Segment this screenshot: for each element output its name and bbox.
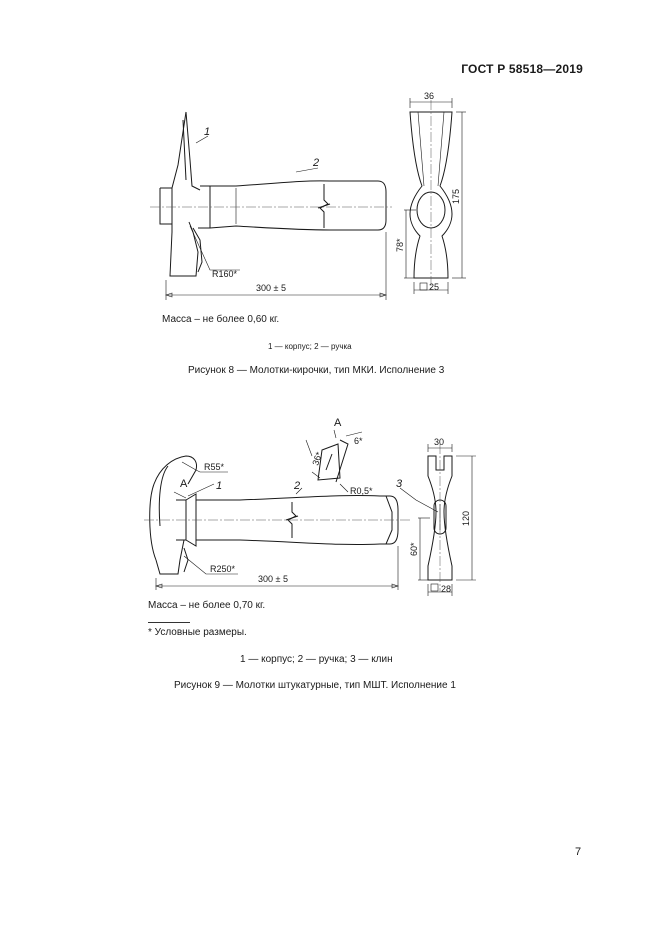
fig9-mass: Масса – не более 0,70 кг. [148, 600, 266, 611]
fig9-label-handle: 2 [294, 480, 301, 492]
fig9-dim-square: 28 [441, 584, 452, 594]
fig9-dim-width: 30 [434, 437, 445, 447]
fig8-dim-square: 25 [429, 282, 440, 292]
fig8-legend: 1 — корпус; 2 — ручка [268, 342, 352, 351]
fig9-dim-detail-angle: 36* [310, 450, 325, 467]
fig9-dim-length: 300 ± 5 [258, 574, 288, 584]
fig8-dim-width: 36 [424, 91, 435, 101]
fig8-label-handle: 2 [313, 157, 320, 169]
fig9-head-outline [150, 456, 197, 560]
fig9-dim-radius-top: R55* [204, 462, 225, 472]
fig9-dim-height: 120 [461, 510, 471, 526]
fig8-dim-height: 175 [451, 188, 461, 204]
fig9-legend: 1 — корпус; 2 — ручка; 3 — клин [240, 654, 393, 665]
fig9-dim-eye: 60* [409, 542, 419, 556]
fig9-label-wedge: 3 [396, 478, 403, 490]
fig8-dim-length: 300 ± 5 [256, 283, 286, 293]
footnote-separator [148, 622, 190, 623]
fig8-caption: Рисунок 8 — Молотки-кирочки, тип МКИ. Исполнение 3 [188, 365, 445, 376]
fig9-caption: Рисунок 9 — Молотки штукатурные, тип МШТ. Исполнение 1 [174, 680, 456, 691]
fig9-view-arrow-label: A [180, 478, 188, 490]
fig9-footnote: * Условные размеры. [148, 627, 247, 638]
fig9-dim-detail-radius: R0,5* [350, 486, 373, 496]
fig9-dim-radius-bottom: R250* [210, 564, 236, 574]
fig9-label-body: 1 [216, 480, 223, 492]
fig9-dim-detail-width: 6* [354, 436, 363, 446]
page-number: 7 [575, 846, 582, 858]
fig9-view-label: A [334, 417, 342, 429]
fig8-mass: Масса – не более 0,60 кг. [162, 314, 280, 325]
fig8-dim-radius: R160* [212, 269, 238, 279]
document-id-header: ГОСТ Р 58518—2019 [461, 62, 583, 76]
fig8-dim-eye: 78* [395, 238, 405, 252]
fig8-label-body: 1 [204, 126, 211, 138]
